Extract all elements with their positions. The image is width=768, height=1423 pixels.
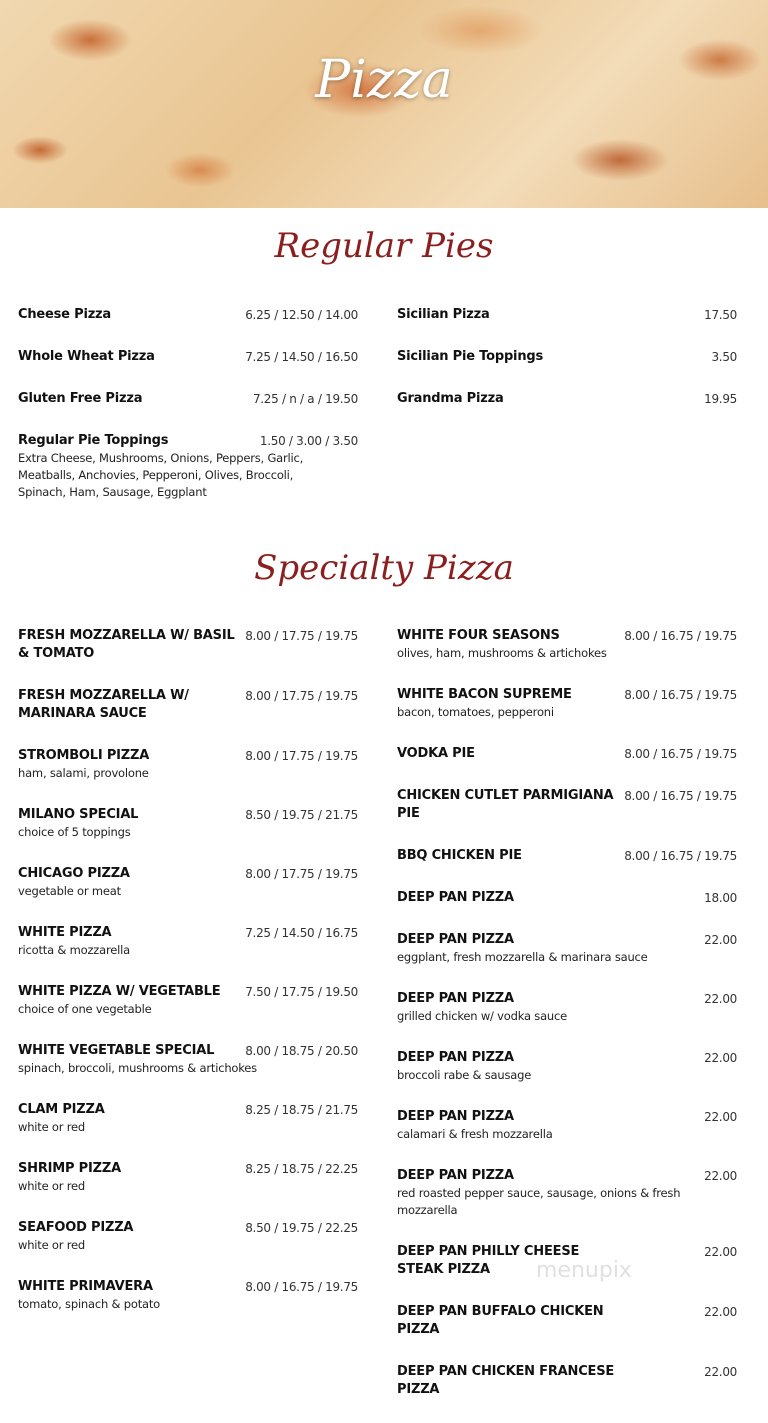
menu-item: [397, 390, 737, 432]
menu-item: [18, 627, 358, 687]
item-price: 22.00: [704, 1110, 737, 1124]
hero-banner: [0, 0, 768, 208]
item-price: 8.00 / 16.75 / 19.75: [245, 1280, 358, 1294]
menu-item: [397, 931, 737, 990]
section-title-specialty: Specialty Pizza: [254, 548, 514, 588]
item-name: DEEP PAN PIZZA: [397, 1050, 514, 1065]
menu-item: [18, 1101, 358, 1160]
menu-item: [18, 306, 358, 348]
item-description: white or red: [18, 1238, 85, 1252]
item-price: 8.00 / 17.75 / 19.75: [245, 689, 358, 703]
item-price: 1.50 / 3.00 / 3.50: [259, 434, 358, 448]
item-description: eggplant, fresh mozzarella & marinara sauce: [397, 950, 648, 964]
item-price: 8.00 / 16.75 / 19.75: [624, 789, 737, 803]
menu-item: [18, 687, 358, 747]
item-name: WHITE FOUR SEASONS: [397, 628, 560, 643]
item-price: 8.00 / 17.75 / 19.75: [245, 629, 358, 643]
menu-item: [397, 1167, 737, 1243]
item-name: CLAM PIZZA: [18, 1102, 105, 1117]
item-price: 7.25 / n / a / 19.50: [252, 392, 358, 406]
item-price: 22.00: [704, 1051, 737, 1065]
item-name: BBQ CHICKEN PIE: [397, 848, 522, 863]
menu-item: [18, 348, 358, 390]
item-name: DEEP PAN PIZZA: [397, 991, 514, 1006]
item-name: WHITE PIZZA W/ VEGETABLE: [18, 984, 221, 999]
item-price: 18.00: [704, 891, 737, 905]
item-description: ham, salami, provolone: [18, 766, 149, 780]
item-name: VODKA PIE: [397, 746, 475, 761]
menu-item: [397, 889, 737, 931]
item-price: 8.50 / 19.75 / 21.75: [245, 808, 358, 822]
menu-item: [397, 745, 737, 787]
item-description: calamari & fresh mozzarella: [397, 1127, 553, 1141]
menu-item: [397, 627, 737, 686]
item-price: 22.00: [704, 992, 737, 1006]
menu-item: [397, 1363, 737, 1423]
menu-item: [18, 806, 358, 865]
menu-item: [397, 847, 737, 889]
specialty-left-column: [18, 627, 358, 1337]
item-price: 6.25 / 12.50 / 14.00: [245, 308, 358, 322]
item-name: Sicilian Pie Toppings: [397, 349, 544, 364]
menu-item: [18, 1042, 358, 1101]
item-price: 22.00: [704, 1169, 737, 1183]
menu-item: [397, 1108, 737, 1167]
item-name: WHITE BACON SUPREME: [397, 687, 572, 702]
menu-item: [18, 983, 358, 1042]
menu-item: [397, 686, 737, 745]
item-description: red roasted pepper sauce, sausage, onions & fresh mozzarella: [397, 1186, 681, 1217]
menu-item: [18, 865, 358, 924]
item-price: 22.00: [704, 1305, 737, 1319]
item-name: DEEP PAN CHICKEN FRANCESE PIZZA: [397, 1364, 615, 1397]
item-name: WHITE PIZZA: [18, 925, 112, 940]
item-price: 8.00 / 17.75 / 19.75: [245, 867, 358, 881]
menu-item: [18, 924, 358, 983]
item-description: white or red: [18, 1120, 85, 1134]
menu-item: [18, 432, 358, 525]
item-description: ricotta & mozzarella: [18, 943, 130, 957]
item-name: DEEP PAN PIZZA: [397, 890, 514, 905]
menu-item: [18, 390, 358, 432]
item-description: tomato, spinach & potato: [18, 1297, 160, 1311]
item-name: Regular Pie Toppings: [18, 433, 169, 448]
menu-item: [397, 787, 737, 847]
menu-item: [18, 1219, 358, 1278]
item-description: bacon, tomatoes, pepperoni: [397, 705, 554, 719]
menu-item: [18, 1278, 358, 1337]
regular-left-column: [18, 306, 358, 525]
item-description: choice of one vegetable: [18, 1002, 152, 1016]
item-name: MILANO SPECIAL: [18, 807, 139, 822]
item-price: 22.00: [704, 1245, 737, 1259]
item-name: DEEP PAN PHILLY CHEESE STEAK PIZZA: [397, 1244, 580, 1277]
item-name: WHITE VEGETABLE SPECIAL: [18, 1043, 215, 1058]
item-description: choice of 5 toppings: [18, 825, 131, 839]
item-price: 22.00: [704, 933, 737, 947]
item-name: Sicilian Pizza: [397, 307, 490, 322]
item-price: 7.50 / 17.75 / 19.50: [245, 985, 358, 999]
item-description: broccoli rabe & sausage: [397, 1068, 532, 1082]
menu-item: [397, 348, 737, 390]
item-price: 8.00 / 18.75 / 20.50: [245, 1044, 358, 1058]
item-name: SEAFOOD PIZZA: [18, 1220, 134, 1235]
item-price: 8.00 / 16.75 / 19.75: [624, 629, 737, 643]
menu-item: [18, 747, 358, 806]
item-price: 19.95: [704, 392, 737, 406]
page-title: Pizza: [315, 50, 453, 110]
item-name: DEEP PAN BUFFALO CHICKEN PIZZA: [397, 1304, 604, 1337]
item-name: DEEP PAN PIZZA: [397, 932, 514, 947]
menu-item: [397, 306, 737, 348]
menu-item: [397, 1303, 737, 1363]
item-name: SHRIMP PIZZA: [18, 1161, 121, 1176]
item-name: FRESH MOZZARELLA W/ BASIL & TOMATO: [18, 628, 235, 661]
item-price: 8.00 / 17.75 / 19.75: [245, 749, 358, 763]
item-price: 17.50: [704, 308, 737, 322]
item-description: spinach, broccoli, mushrooms & artichokes: [18, 1061, 257, 1075]
item-name: WHITE PRIMAVERA: [18, 1279, 153, 1294]
item-price: 8.00 / 16.75 / 19.75: [624, 849, 737, 863]
item-name: Whole Wheat Pizza: [18, 349, 155, 364]
item-price: 8.00 / 16.75 / 19.75: [624, 688, 737, 702]
regular-right-column: [397, 306, 737, 432]
item-name: FRESH MOZZARELLA W/ MARINARA SAUCE: [18, 688, 189, 721]
menu-item: [18, 1160, 358, 1219]
specialty-right-column: [397, 627, 737, 1423]
item-description: olives, ham, mushrooms & artichokes: [397, 646, 607, 660]
item-price: 22.00: [704, 1365, 737, 1379]
item-price: 8.25 / 18.75 / 21.75: [245, 1103, 358, 1117]
menu-item: [397, 990, 737, 1049]
item-name: Cheese Pizza: [18, 307, 111, 322]
item-description: white or red: [18, 1179, 85, 1193]
item-name: STROMBOLI PIZZA: [18, 748, 150, 763]
item-description: vegetable or meat: [18, 884, 121, 898]
item-name: CHICKEN CUTLET PARMIGIANA PIE: [397, 788, 614, 821]
item-price: 8.25 / 18.75 / 22.25: [245, 1162, 358, 1176]
item-price: 7.25 / 14.50 / 16.50: [245, 350, 358, 364]
menu-item: [397, 1049, 737, 1108]
item-name: DEEP PAN PIZZA: [397, 1168, 514, 1183]
item-price: 8.50 / 19.75 / 22.25: [245, 1221, 358, 1235]
item-name: Grandma Pizza: [397, 391, 504, 406]
item-price: 3.50: [711, 350, 737, 364]
item-description: grilled chicken w/ vodka sauce: [397, 1009, 568, 1023]
item-description: Extra Cheese, Mushrooms, Onions, Peppers, Garlic, Meatballs, Anchovies, Pepperoni, Olives, Broccoli, Spinach, Ham, Sausage, Eggplant: [18, 451, 304, 499]
watermark: menupix: [536, 1258, 632, 1283]
item-name: CHICAGO PIZZA: [18, 866, 130, 881]
item-name: DEEP PAN PIZZA: [397, 1109, 514, 1124]
item-name: Gluten Free Pizza: [18, 391, 143, 406]
item-price: 7.25 / 14.50 / 16.75: [245, 926, 358, 940]
item-price: 8.00 / 16.75 / 19.75: [624, 747, 737, 761]
section-title-regular: Regular Pies: [274, 226, 494, 266]
